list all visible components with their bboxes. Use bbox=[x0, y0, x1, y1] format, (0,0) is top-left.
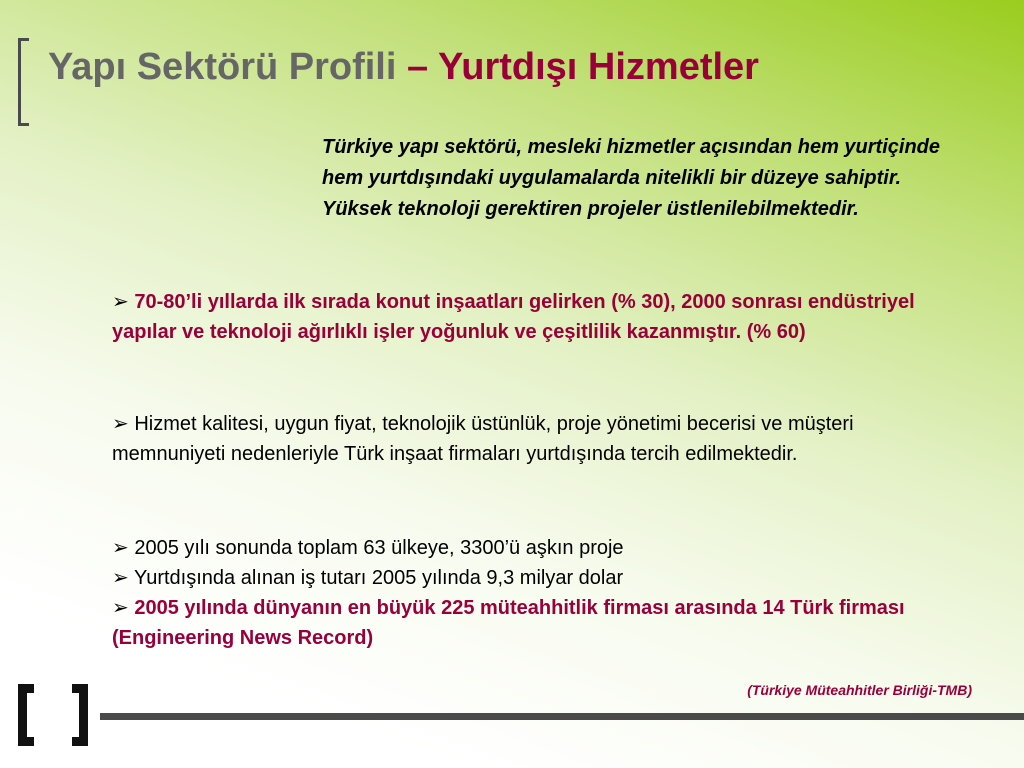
source-citation: (Türkiye Müteahhitler Birliği-TMB) bbox=[747, 682, 972, 698]
bullet-text: 2005 yılında dünyanın en büyük 225 müteahhitlik firması arasında 14 Türk firması (Engineering News Record) bbox=[112, 597, 905, 649]
bullet-item-2 bbox=[112, 409, 952, 469]
bracket-logo-icon bbox=[18, 684, 88, 746]
left-bracket-icon bbox=[18, 684, 34, 746]
bullet-arrow-icon: ➢ bbox=[112, 537, 129, 559]
title-bracket-decoration bbox=[18, 38, 29, 126]
bullet-text: 2005 yılı sonunda toplam 63 ülkeye, 3300’ü aşkın proje bbox=[134, 537, 624, 559]
bullet-arrow-icon: ➢ bbox=[112, 597, 129, 619]
intro-paragraph: Türkiye yapı sektörü, mesleki hizmetler açısından hem yurtiçinde hem yurtdışındaki uygulamalarda nitelikli bir düzeye sahiptir. Yüksek teknoloji gerektiren projeler üstlenilebilmektedir. bbox=[322, 136, 941, 220]
bullet-arrow-icon: ➢ bbox=[112, 413, 129, 435]
title-subtitle: – Yurtdışı Hizmetler bbox=[406, 46, 759, 88]
bullet-item-1 bbox=[112, 287, 952, 347]
bullet-text: Yurtdışında alınan iş tutarı 2005 yılında 9,3 milyar dolar bbox=[133, 567, 624, 589]
bullet-item-5 bbox=[112, 593, 952, 653]
title-main: Yapı Sektörü Profili bbox=[48, 46, 407, 88]
bullet-arrow-icon: ➢ bbox=[112, 291, 129, 313]
bullet-text: Hizmet kalitesi, uygun fiyat, teknolojik üstünlük, proje yönetimi becerisi ve müşteri memnuniyeti nedenleriyle Türk inşaat firmaları yurtdışında tercih edilmektedir. bbox=[112, 413, 854, 465]
bullet-arrow-icon: ➢ bbox=[112, 567, 129, 589]
footer-divider bbox=[100, 713, 1024, 720]
bullet-text: 70-80’li yıllarda ilk sırada konut inşaatları gelirken (% 30), 2000 sonrası endüstriyel yapılar ve teknoloji ağırlıklı işler yoğunluk ve çeşitlilik kazanmıştır. (% 60) bbox=[112, 291, 915, 343]
page-title bbox=[48, 46, 759, 89]
bullet-item-4 bbox=[112, 563, 952, 593]
right-bracket-icon bbox=[72, 684, 88, 746]
bullet-item-3 bbox=[112, 533, 952, 563]
